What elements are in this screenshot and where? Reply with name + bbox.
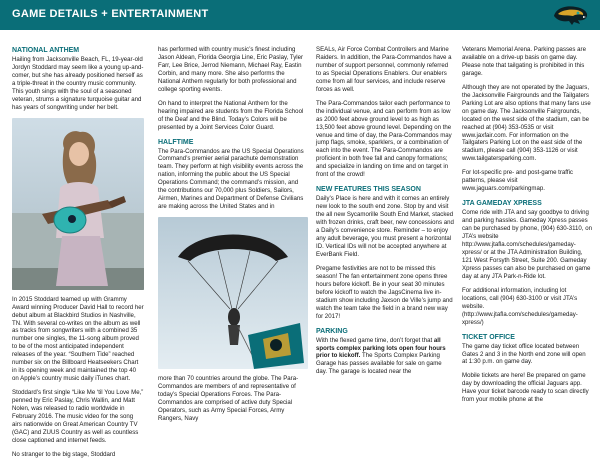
column-1	[12, 46, 144, 465]
features-paragraph-2: Pregame festivities are not to be missed this season! The fan entertainment zone opens three hours before kickoff. Be in your seat 30 minutes before kickoff to watch the JagsCinema live in-stadium show including Jaxson de Ville’s jump and watch the team take the field in a brand new way for 2017!	[316, 264, 453, 320]
halftime-paragraph-1: The Para-Commandos are the US Special Operations Command’s premier aerial parachute demonstration team. They perform at high visibility events across the nation, informing the public about the US Special Operations Command; the command’s mission, and the contributions our 70,000 plus Soldiers, Sailors, Airmen, Marines and Department of Defense Civilians are making across the United States and in	[158, 147, 304, 211]
gameday-xpress-heading: JTA GAMEDAY XPRESS	[462, 200, 542, 208]
page-title: GAME DETAILS + ENTERTAINMENT	[12, 8, 209, 20]
ticket-office-heading: TICKET OFFICE	[462, 333, 515, 341]
guitar-singer-photo	[12, 118, 144, 290]
halftime-paragraph-4: The Para-Commandos tailor each performance to the individual venue, and can perform from as low as 2000 feet above ground level to as high as 13,500 feet above ground level. Depending on the venue and time of day, the Para-Commandos may jump flags, smoke, sparklers, or a combination of each into the event. The Para-Commandos are proficient in both free fall and canopy formations; and specialize in landing on time and on target in front of the crowd!	[316, 99, 452, 179]
new-features-heading: NEW FEATURES THIS SEASON	[316, 186, 421, 194]
header-bar	[0, 0, 600, 30]
anthem-heading: NATIONAL ANTHEM	[12, 47, 80, 54]
parking-paragraph-2: Veterans Memorial Arena. Parking passes are available on a drive-up basis on game day. Please note that tailgating is prohibited in this garage.	[462, 46, 586, 77]
parking-paragraph-3: Although they are not operated by the Jaguars, the Jacksonville Fairgrounds and the Tailgaters Parking Lot are also options that many fans use on game day. The Jacksonville Fairgrounds, located on the west side of the stadium, can be reached at (904) 353-0535 or visit www.jaxfair.com. For information on the Tailgaters Parking Lot on the east side of the stadium, please call (904) 353-1126 or visit www.tailgatersparking.com.	[462, 83, 591, 163]
column-3	[316, 46, 454, 382]
anthem-paragraph-2: In 2015 Stoddard teamed up with Grammy Award winning Producer David Hall to record her debut album at Blackbird Studios in Nashville, TN. With several co-writes on the album as well as tracks from songwriters with a combined 35 number one singles, the 11-song album proved to be of the most anticipated independent releases of the year. “Southern Tide” reached number six on the Billboard Heatseekers Chart in its opening week and maintained the top 40 on Apple’s country music daily iTunes chart.	[12, 295, 144, 383]
anthem-paragraph-5: has performed with country music’s finest including Jason Aldean, Florida Georgia Line, Eric Paslay, Tyler Farr, Lee Brice, Jerrod Niemann, Michael Ray, Eastin Corbin, and many more. She also performs the National Anthem regularly for both professional and college sporting events.	[158, 46, 304, 93]
halftime-paragraph-2: more than 70 countries around the globe. The Para-Commandos are members of and representative of today’s Special Operations Forces. The Para-Commandos are comprised of active duty Special Operators, such as Army Special Forces, Army Rangers, Navy	[158, 375, 299, 422]
anthem-paragraph-4: No stranger to the big stage, Stoddard	[12, 450, 116, 458]
column-4	[462, 46, 592, 410]
parking-text-a: With the flexed game time, don’t forget that	[316, 336, 433, 344]
anthem-paragraph-6: On hand to interpret the National Anthem for the hearing impaired are students from the Florida School of the Deaf and the Blind. Today’s Colors will be presented by a Joint Services Color Guard.	[158, 99, 304, 131]
features-paragraph-1: Daily’s Place is here and with it comes an entirely new look to the south end zone. Stop by and visit the all new Sycamorille South End Market, stacked with frozen drinks, craft beer, new concessions and a Daily’s convenience store. Reminder – to enjoy any adult beverage, you must present a horizontal ID. Vertical IDs will not be accepted anywhere at EverBank Field.	[316, 195, 454, 258]
gameday-paragraph-2: For additional information, including lot locations, call (904) 630-3100 or visit JTA’s website. (http://www.jtafla.com/schedules/gameday-xpress/)	[462, 286, 578, 326]
anthem-paragraph-1: Hailing from Jacksonville Beach, FL, 19-year-old Jordyn Stoddard may seem like a young up-and-comer, but she has already positioned herself as a triple-threat in the country music community. This youth sings with the soul of a seasoned veteran, strums a signature turquoise guitar and has years of songwriting under her belt.	[12, 56, 144, 111]
parking-paragraph-4: For lot-specific pre- and post-game traffic patterns, please visit www.jaguars.com/parkingmap.	[462, 169, 573, 193]
ticket-paragraph-2: Mobile tickets are here! Be prepared on game day by downloading the official Jaguars app. Have your ticket barcode ready to scan directly from your mobile phone at the	[462, 372, 589, 404]
halftime-paragraph-3: SEALs, Air Force Combat Controllers and Marine Raiders. In addition, the Para-Commandos have a number of support personnel, commonly referred to as Special Operations Enablers. Our enablers come from all four services, and include reserve forces as well.	[316, 46, 452, 93]
parking-bold-text: all sports complex parking lots open four hours prior to kickoff.	[316, 336, 446, 360]
halftime-heading: HALFTIME	[158, 138, 194, 146]
parking-text-b: The Sports Complex Parking Garage has passes available for sale on game day. The garage is located near the	[316, 352, 442, 376]
anthem-paragraph-3: Stoddard’s first single “Like Me ‘til You Love Me,” penned by Eric Paslay, Chris Wallin, and Matt Nolen, was released to radio worldwide in February 2016. The music video for the song airs nationwide on Great American Country TV (GAC) and ZUUS Country as well as countless close captioned and internet feeds.	[12, 389, 144, 444]
parking-paragraph-1	[316, 337, 454, 377]
ticket-paragraph-1: The game day ticket office located between Gates 2 and 3 in the North end zone will open at 1:30 p.m. on game day.	[462, 342, 586, 366]
column-2	[158, 46, 308, 429]
parachutist-flag-photo	[158, 217, 308, 369]
parking-heading: PARKING	[316, 327, 348, 335]
jaguar-head-icon	[550, 2, 590, 28]
gameday-paragraph-1: Come ride with JTA and say goodbye to driving and parking hassles. Gameday Xpress passes can be purchased by phone, (904) 630-3110, on JTA’s website http://www.jtafla.com/schedules/gameday-xpress/ or at the JTA Administration Building, 121 West Forsyth Street, Suite 200. Gameday Xpress passes can also be purchased on game day at any JTA Park-n-Ride lot.	[462, 209, 592, 280]
